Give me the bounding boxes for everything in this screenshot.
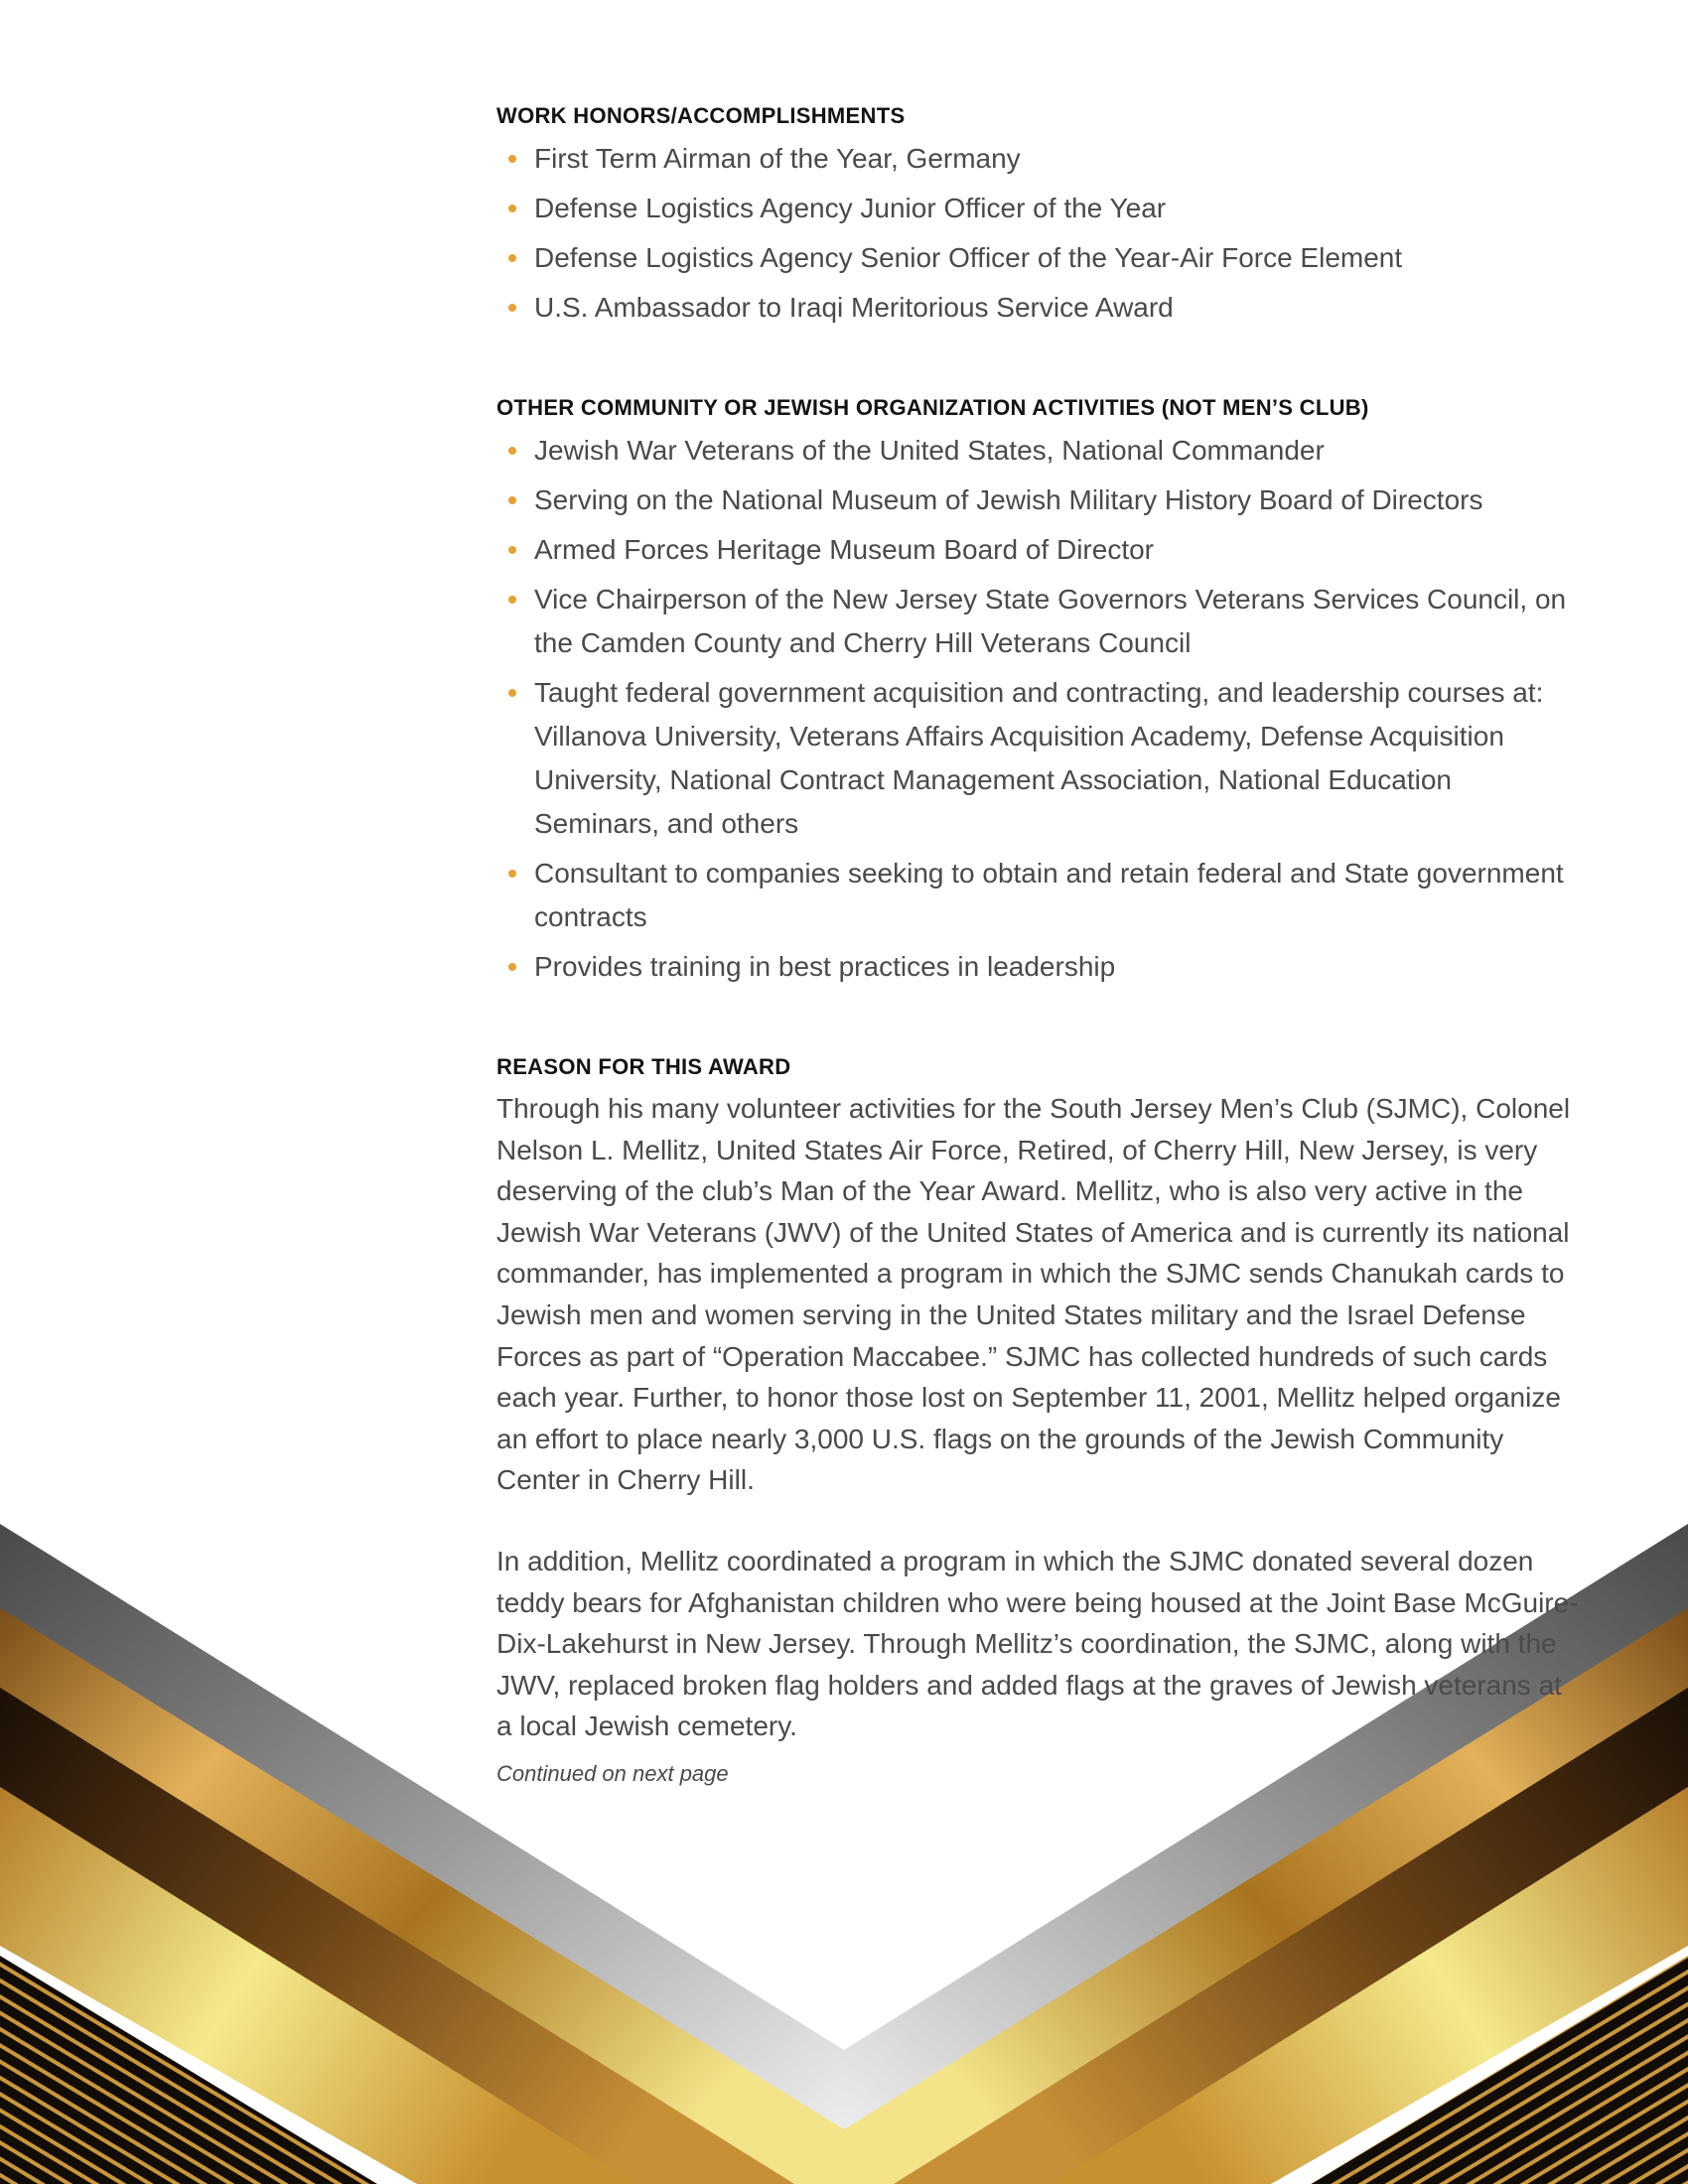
list-item: Serving on the National Museum of Jewish Military History Board of Directors [534,478,1579,522]
list-item: Defense Logistics Agency Senior Officer of the Year-Air Force Element [534,236,1579,280]
list-item: Consultant to companies seeking to obtain and retain federal and State government contracts [534,852,1579,939]
continued-note: Continued on next page [496,1760,729,1786]
work-honors-list [496,137,1579,330]
community-list [496,429,1579,989]
list-item: Vice Chairperson of the New Jersey State Governors Veterans Services Council, on the Camden County and Cherry Hill Veterans Council [534,578,1579,665]
list-item: Taught federal government acquisition and contracting, and leadership courses at: Villanova University, Veterans Affairs Acquisition Academy, Defense Acquisition University, National Contract Management Association, National Education Seminars, and others [534,671,1579,846]
reason-paragraph-1: Through his many volunteer activities for the South Jersey Men’s Club (SJMC), Colonel Nelson L. Mellitz, United States Air Force, Retired, of Cherry Hill, New Jersey, is very deserving of the club’s Man of the Year Award. Mellitz, who is also very active in the Jewish War Veterans (JWV) of the United States of America and is currently its national commander, has implemented a program in which the SJMC sends Chanukah cards to Jewish men and women serving in the United States military and the Israel Defense Forces as part of “Operation Maccabee.” SJMC has collected hundreds of such cards each year. Further, to honor those lost on September 11, 2001, Mellitz helped organize an effort to place nearly 3,000 U.S. flags on the grounds of the Jewish Community Center in Cherry Hill. [496,1093,1571,1496]
community-heading: OTHER COMMUNITY OR JEWISH ORGANIZATION ACTIVITIES (NOT MEN’S CLUB) [496,395,1369,420]
reason-heading: REASON FOR THIS AWARD [496,1054,791,1079]
list-item: Jewish War Veterans of the United States, National Commander [534,429,1579,473]
list-item: U.S. Ambassador to Iraqi Meritorious Service Award [534,286,1579,330]
document-content [496,99,1579,1787]
work-honors-heading: WORK HONORS/ACCOMPLISHMENTS [496,103,906,128]
list-item: First Term Airman of the Year, Germany [534,137,1579,181]
reason-paragraph-2: In addition, Mellitz coordinated a program in which the SJMC donated several dozen teddy bears for Afghanistan children who were being housed at the Joint Base McGuire-Dix-Lakehurst in New Jersey. Through Mellitz’s coordination, the SJMC, along with the JWV, replaced broken flag holders and added flags at the graves of Jewish veterans at a local Jewish cemetery. [496,1545,1579,1742]
list-item: Provides training in best practices in leadership [534,945,1579,989]
list-item: Defense Logistics Agency Junior Officer of the Year [534,187,1579,230]
list-item: Armed Forces Heritage Museum Board of Director [534,528,1579,572]
